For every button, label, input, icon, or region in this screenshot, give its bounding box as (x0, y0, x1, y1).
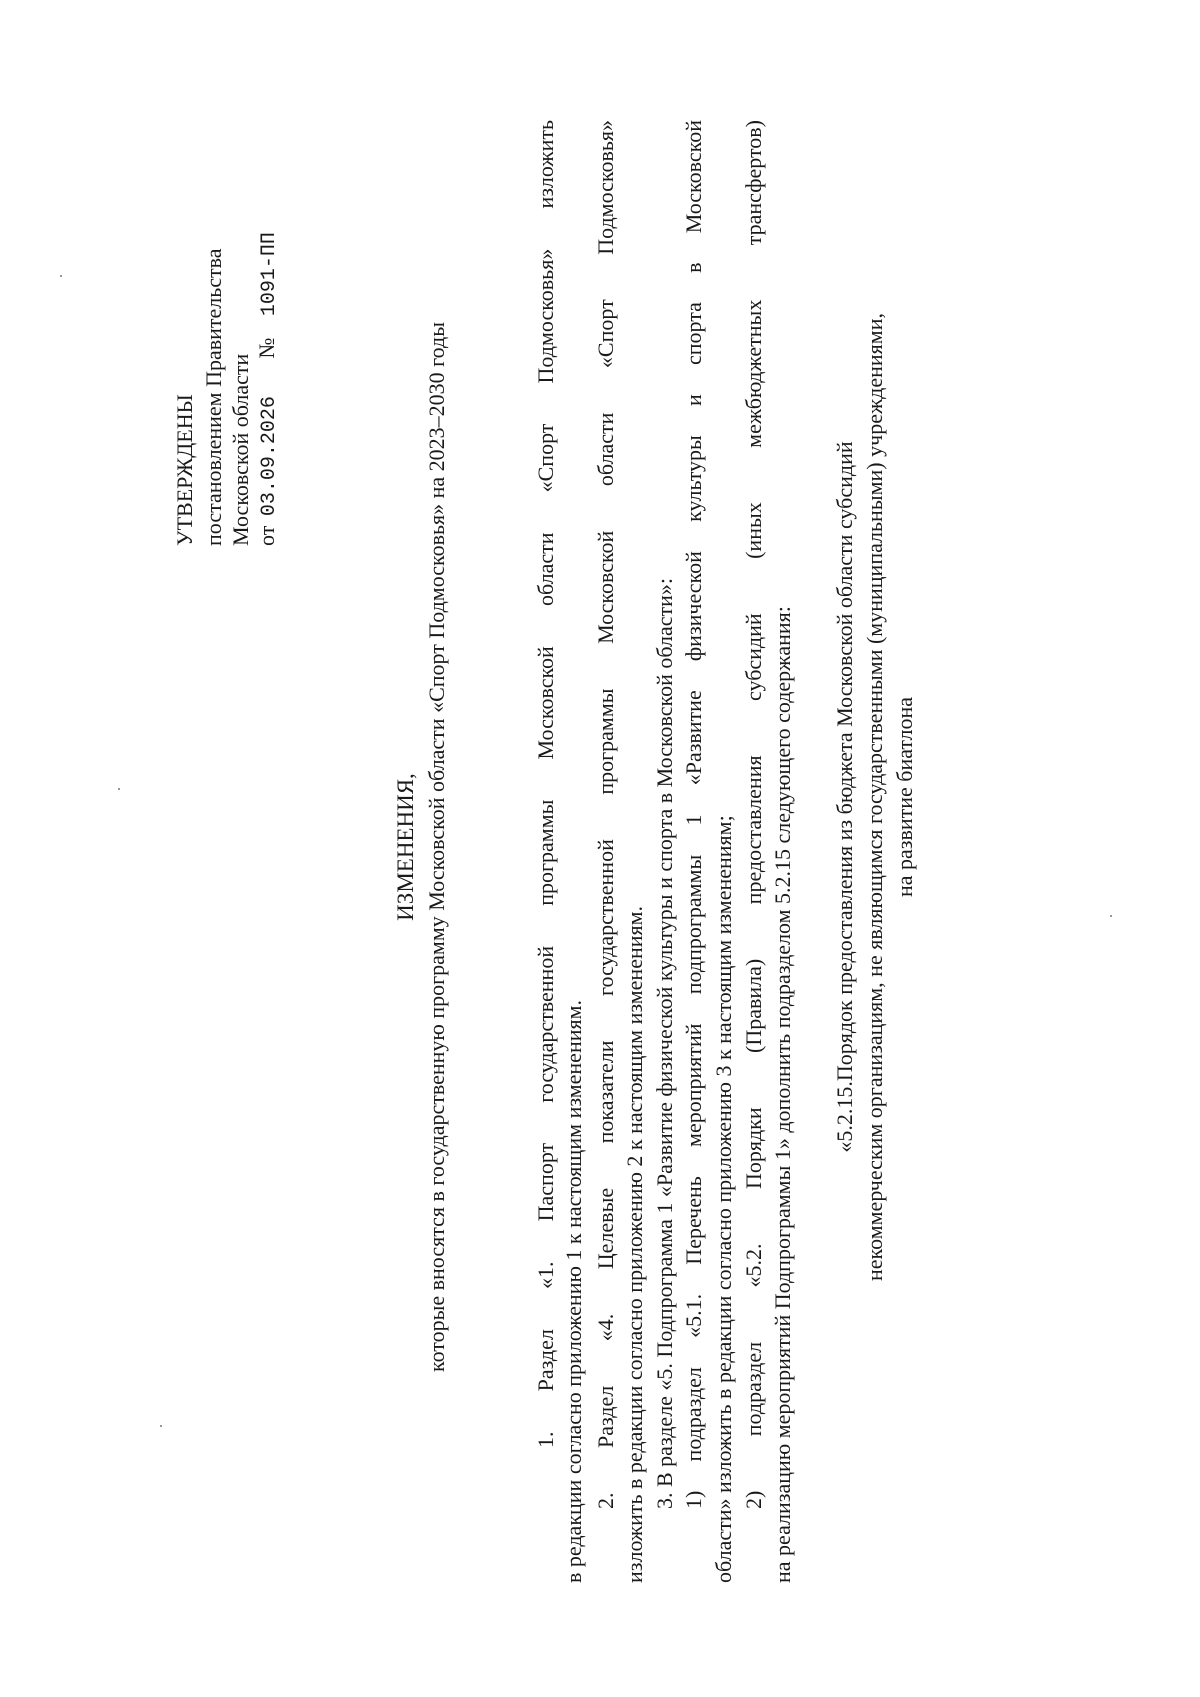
approval-date: 03.09.2026 (258, 396, 281, 517)
approval-line-1: постановлением Правительства (201, 248, 226, 546)
number-sign: № (254, 337, 279, 359)
section-heading-line-2: некоммерческим организациям, не являющимся государственными (муниципальными) учреждениями, (862, 313, 887, 1281)
body-line-2: в редакции согласно приложению 1 к настоящим изменениям. (561, 999, 586, 1583)
date-prefix: от (254, 525, 279, 546)
document-subtitle: которые вносятся в государственную программу Московской области «Спорт Подмосковья» на 2023–2030 годы (424, 322, 449, 1372)
approval-heading: УТВЕРЖДЕНЫ (172, 394, 197, 546)
section-heading-line-1: «5.2.15.Порядок предоставления из бюджета Московской области субсидий (832, 441, 857, 1153)
section-heading-line-3: на развитие биатлона (892, 696, 917, 898)
approval-date-line (254, 232, 283, 546)
body-line-7: области» изложить в редакции согласно приложению 3 к настоящим изменениям; (711, 815, 736, 1583)
body-line-1: 1. Раздел «1. Паспорт государственной программы Московской области «Спорт Подмосковья» изложить (533, 120, 558, 1448)
body-line-6: 1) подраздел «5.1. Перечень мероприятий подпрограммы 1 «Развитие физической культуры и спорта в Московской (681, 120, 706, 1509)
scan-speck (60, 275, 62, 277)
body-line-8: 2) подраздел «5.2. Порядки (Правила) предоставления субсидий (иных межбюджетных трансфертов) (741, 120, 766, 1509)
body-line-9: на реализацию мероприятий Подпрограммы 1» дополнить подразделом 5.2.15 следующего содержания: (770, 606, 795, 1583)
approval-line-2: Московской области (228, 353, 253, 546)
scan-speck (160, 1425, 162, 1427)
body-line-3: 2. Раздел «4. Целевые показатели государственной программы Московской области «Спорт Подмосковья» (593, 120, 618, 1509)
scan-speck (118, 788, 120, 790)
approval-number: 1091-ПП (258, 232, 281, 317)
scan-speck (1110, 915, 1112, 917)
body-line-5: 3. В разделе «5. Подпрограмма 1 «Развитие физической культуры и спорта в Московской области»: (652, 577, 677, 1509)
document-title: ИЗМЕНЕНИЯ, (393, 773, 418, 921)
body-line-4: изложить в редакции согласно приложению 2 к настоящим изменениям. (622, 905, 647, 1583)
